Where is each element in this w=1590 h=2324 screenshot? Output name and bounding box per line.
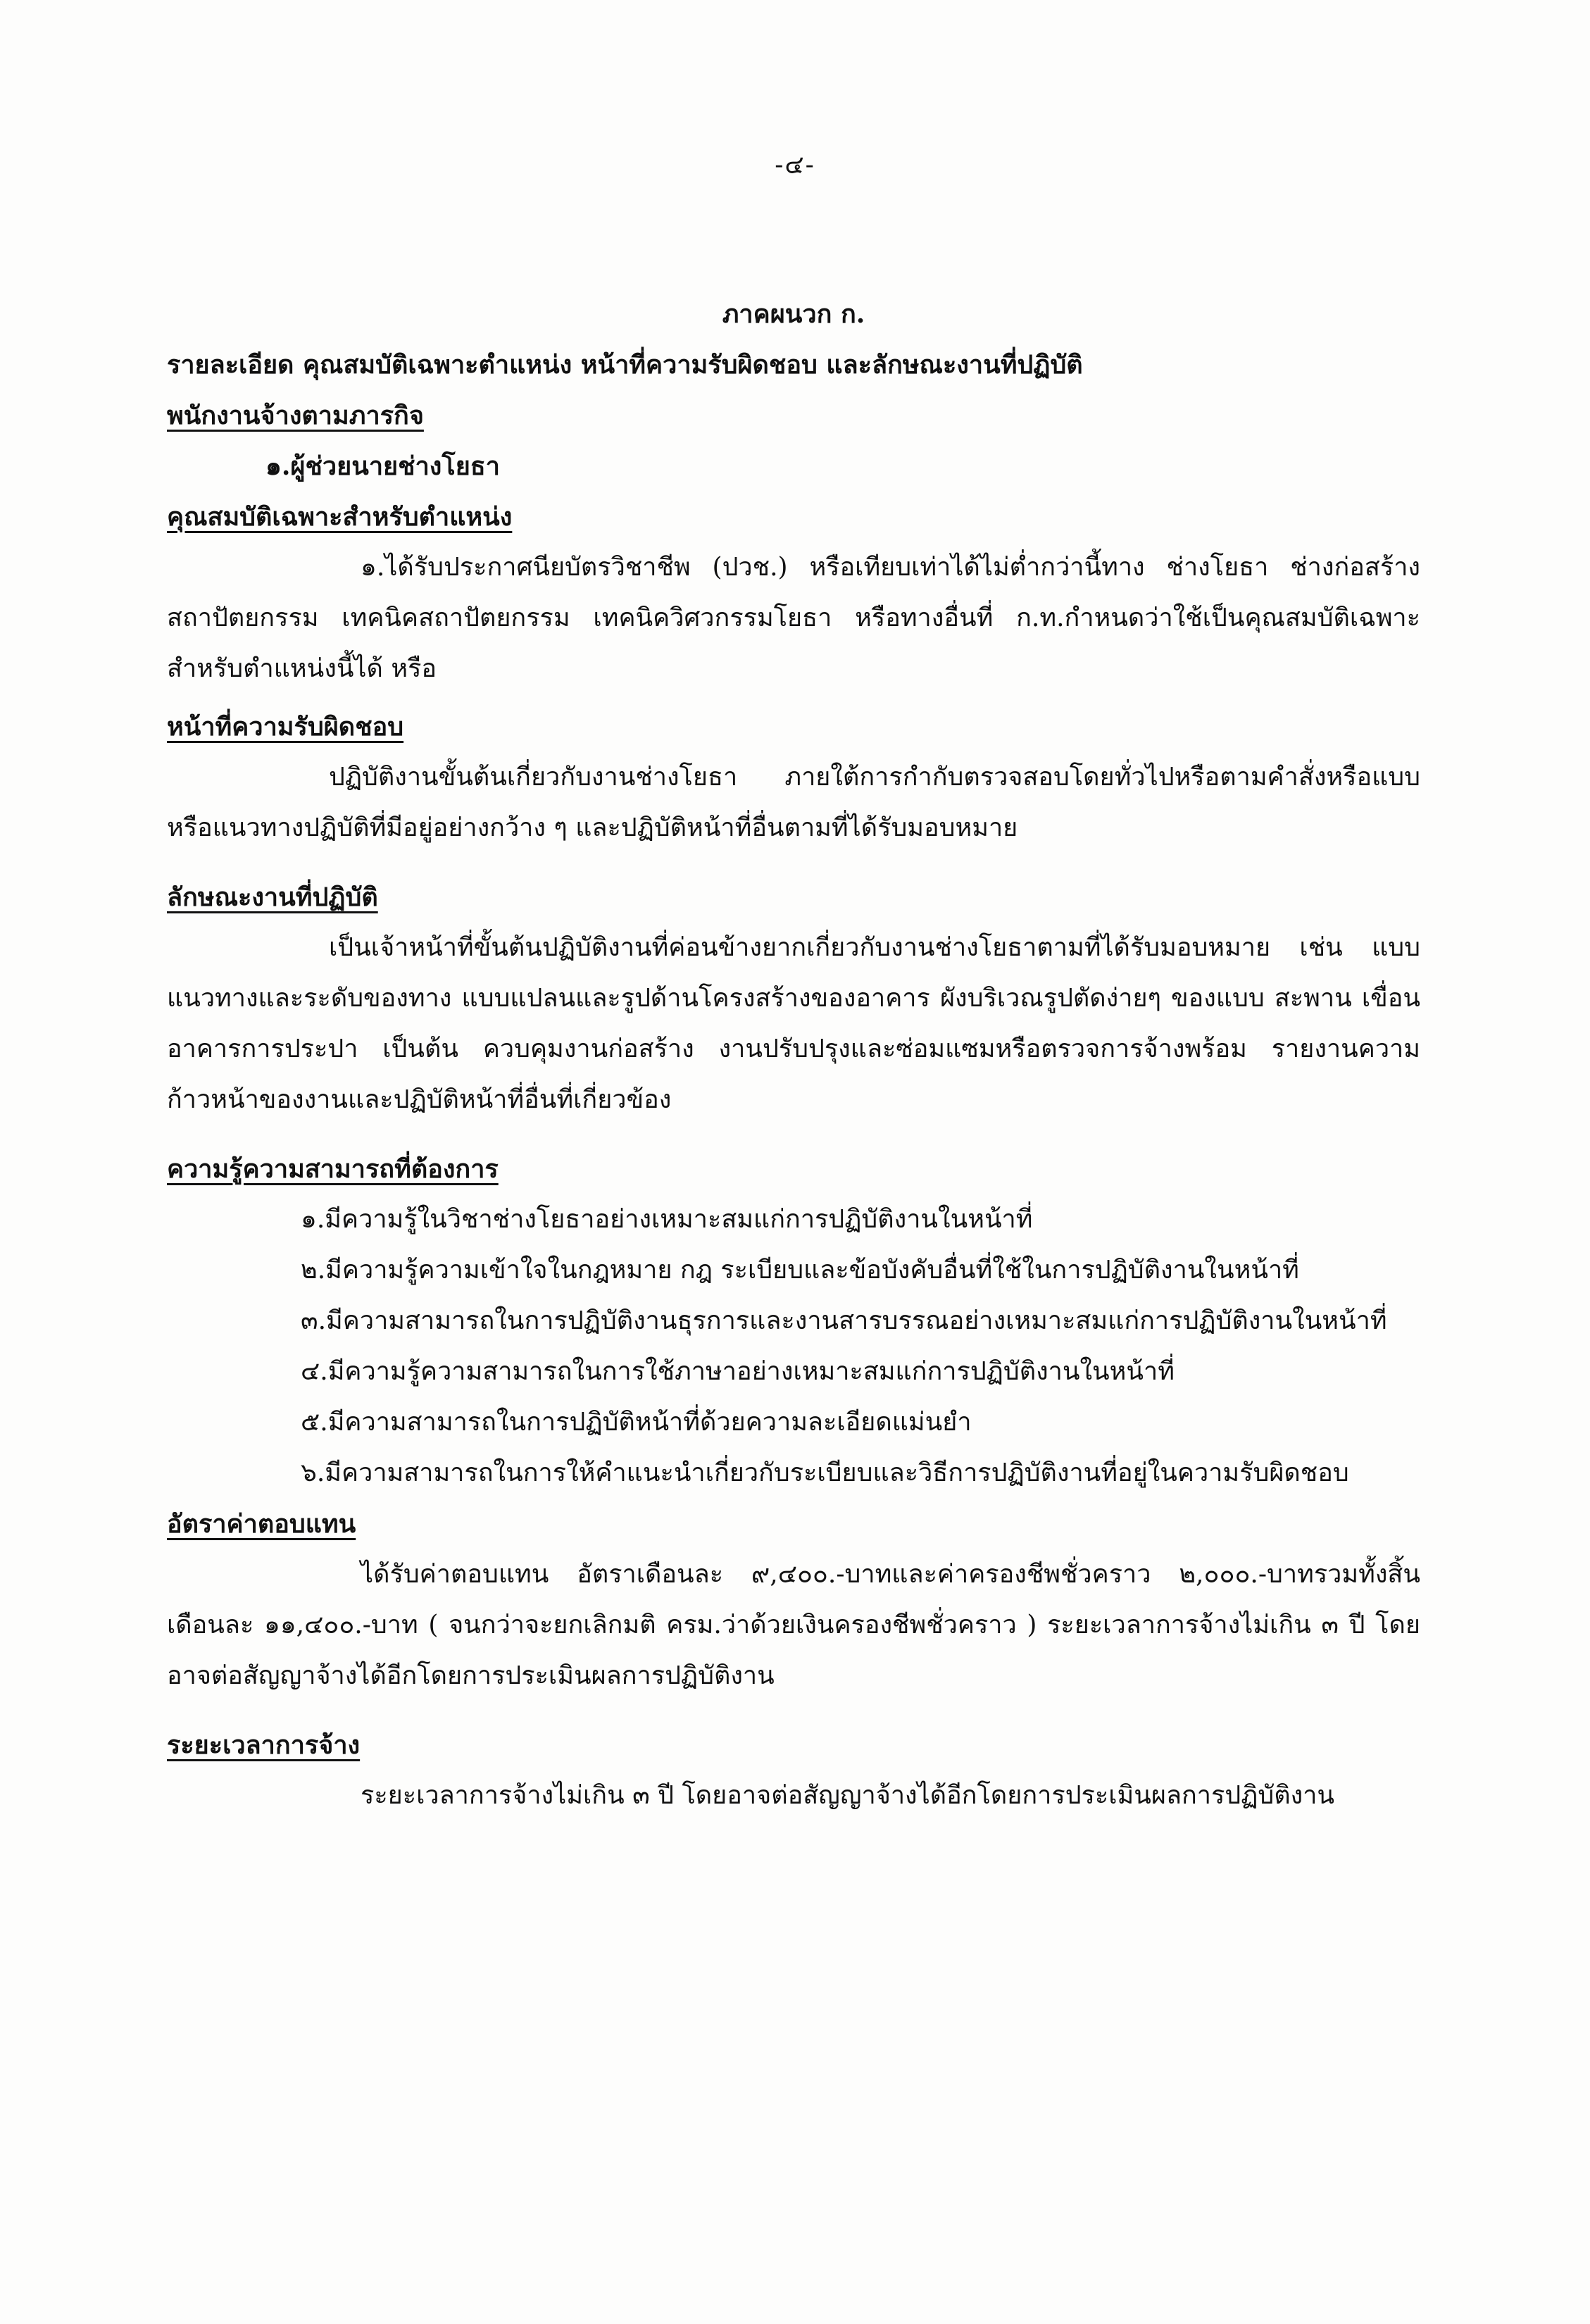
skills-list-item: ๑.มีความรู้ในวิชาช่างโยธาอย่างเหมาะสมแก่การปฏิบัติงานในหน้าที่ [301,1205,1033,1234]
responsibilities-text: ปฏิบัติงานขั้นต้นเกี่ยวกับงานช่างโยธา ภายใต้การกำกับตรวจสอบโดยทั่วไปหรือตามคำสั่งหรือแบบ หรือแนวทางปฏิบัติที่มีอยู่อย่างกว้าง ๆ และปฏิบัติหน้าที่อื่นตามที่ได้รับมอบหมาย [167,763,1420,842]
skills-list-item: ๒.มีความรู้ความเข้าใจในกฎหมาย กฎ ระเบียบและข้อบังคับอื่นที่ใช้ในการปฏิบัติงานในหน้าที่ [301,1256,1299,1285]
skills-list-item: ๕.มีความสามารถในการปฏิบัติหน้าที่ด้วยความละเอียดแม่นยำ [301,1408,972,1437]
skills-list-item: ๖.มีความสามารถในการให้คำแนะนำเกี่ยวกับระเบียบและวิธีการปฏิบัติงานที่อยู่ในความรับผิดชอบ [301,1458,1349,1487]
employee-type-heading: พนักงานจ้างตามภารกิจ [167,401,424,430]
page-number: -๔- [775,151,815,180]
document-subtitle: รายละเอียด คุณสมบัติเฉพาะตำแหน่ง หน้าที่ความรับผิดชอบ และลักษณะงานที่ปฏิบัติ [167,350,1083,380]
compensation-text: ได้รับค่าตอบแทน อัตราเดือนละ ๙,๔๐๐.-บาทและค่าครองชีพชั่วคราว ๒,๐๐๐.-บาทรวมทั้งสิ้น เดือนละ ๑๑,๔๐๐.-บาท ( จนกว่าจะยกเลิกมติ ครม.ว่าด้วยเงินครองชีพชั่วคราว ) ระยะเวลาการจ้างไม่เกิน ๓ ปี โดยอาจต่อสัญญาจ้างได้อีกโดยการประเมินผลการปฏิบัติงาน [167,1560,1420,1690]
appendix-title: ภาคผนวก ก. [722,299,865,329]
qualifications-heading: คุณสมบัติเฉพาะสำหรับตำแหน่ง [167,502,513,532]
work-nature-heading: ลักษณะงานที่ปฏิบัติ [167,882,378,912]
responsibilities-heading: หน้าที่ความรับผิดชอบ [167,712,404,742]
skills-list-item: ๓.มีความสามารถในการปฏิบัติงานธุรการและงานสารบรรณอย่างเหมาะสมแก่การปฏิบัติงานในหน้าที่ [301,1306,1387,1335]
compensation-heading: อัตราค่าตอบแทน [167,1509,356,1539]
employment-period-heading: ระยะเวลาการจ้าง [167,1730,361,1760]
position-title: ๑.ผู้ช่วยนายช่างโยธา [265,451,500,481]
work-nature-text: เป็นเจ้าหน้าที่ขั้นต้นปฏิบัติงานที่ค่อนข้างยากเกี่ยวกับงานช่างโยธาตามที่ได้รับมอบหมาย เช่น แบบแนวทางและระดับของทาง แบบแปลนและรูปด้านโครงสร้างของอาคาร ผังบริเวณรูปตัดง่ายๆ ของแบบ สะพาน เขื่อน อาคารการประปา เป็นต้น ควบคุมงานก่อสร้าง งานปรับปรุงและซ่อมแซมหรือตรวจการจ้างพร้อม รายงานความก้าวหน้าของงานและปฏิบัติหน้าที่อื่นที่เกี่ยวข้อง [167,933,1420,1114]
skills-heading: ความรู้ความสามารถที่ต้องการ [167,1154,499,1184]
employment-period-text: ระยะเวลาการจ้างไม่เกิน ๓ ปี โดยอาจต่อสัญญาจ้างได้อีกโดยการประเมินผลการปฏิบัติงาน [361,1781,1335,1810]
qualifications-text: ๑.ได้รับประกาศนียบัตรวิชาชีพ (ปวช.) หรือเทียบเท่าได้ไม่ต่ำกว่านี้ทาง ช่างโยธา ช่างก่อสร้าง สถาปัตยกรรม เทคนิคสถาปัตยกรรม เทคนิควิศวกรรมโยธา หรือทางอื่นที่ ก.ท.กำหนดว่าใช้เป็นคุณสมบัติเฉพาะสำหรับตำแหน่งนี้ได้ หรือ [167,553,1420,683]
document-body [167,289,1420,1828]
skills-list-item: ๔.มีความรู้ความสามารถในการใช้ภาษาอย่างเหมาะสมแก่การปฏิบัติงานในหน้าที่ [301,1357,1175,1386]
